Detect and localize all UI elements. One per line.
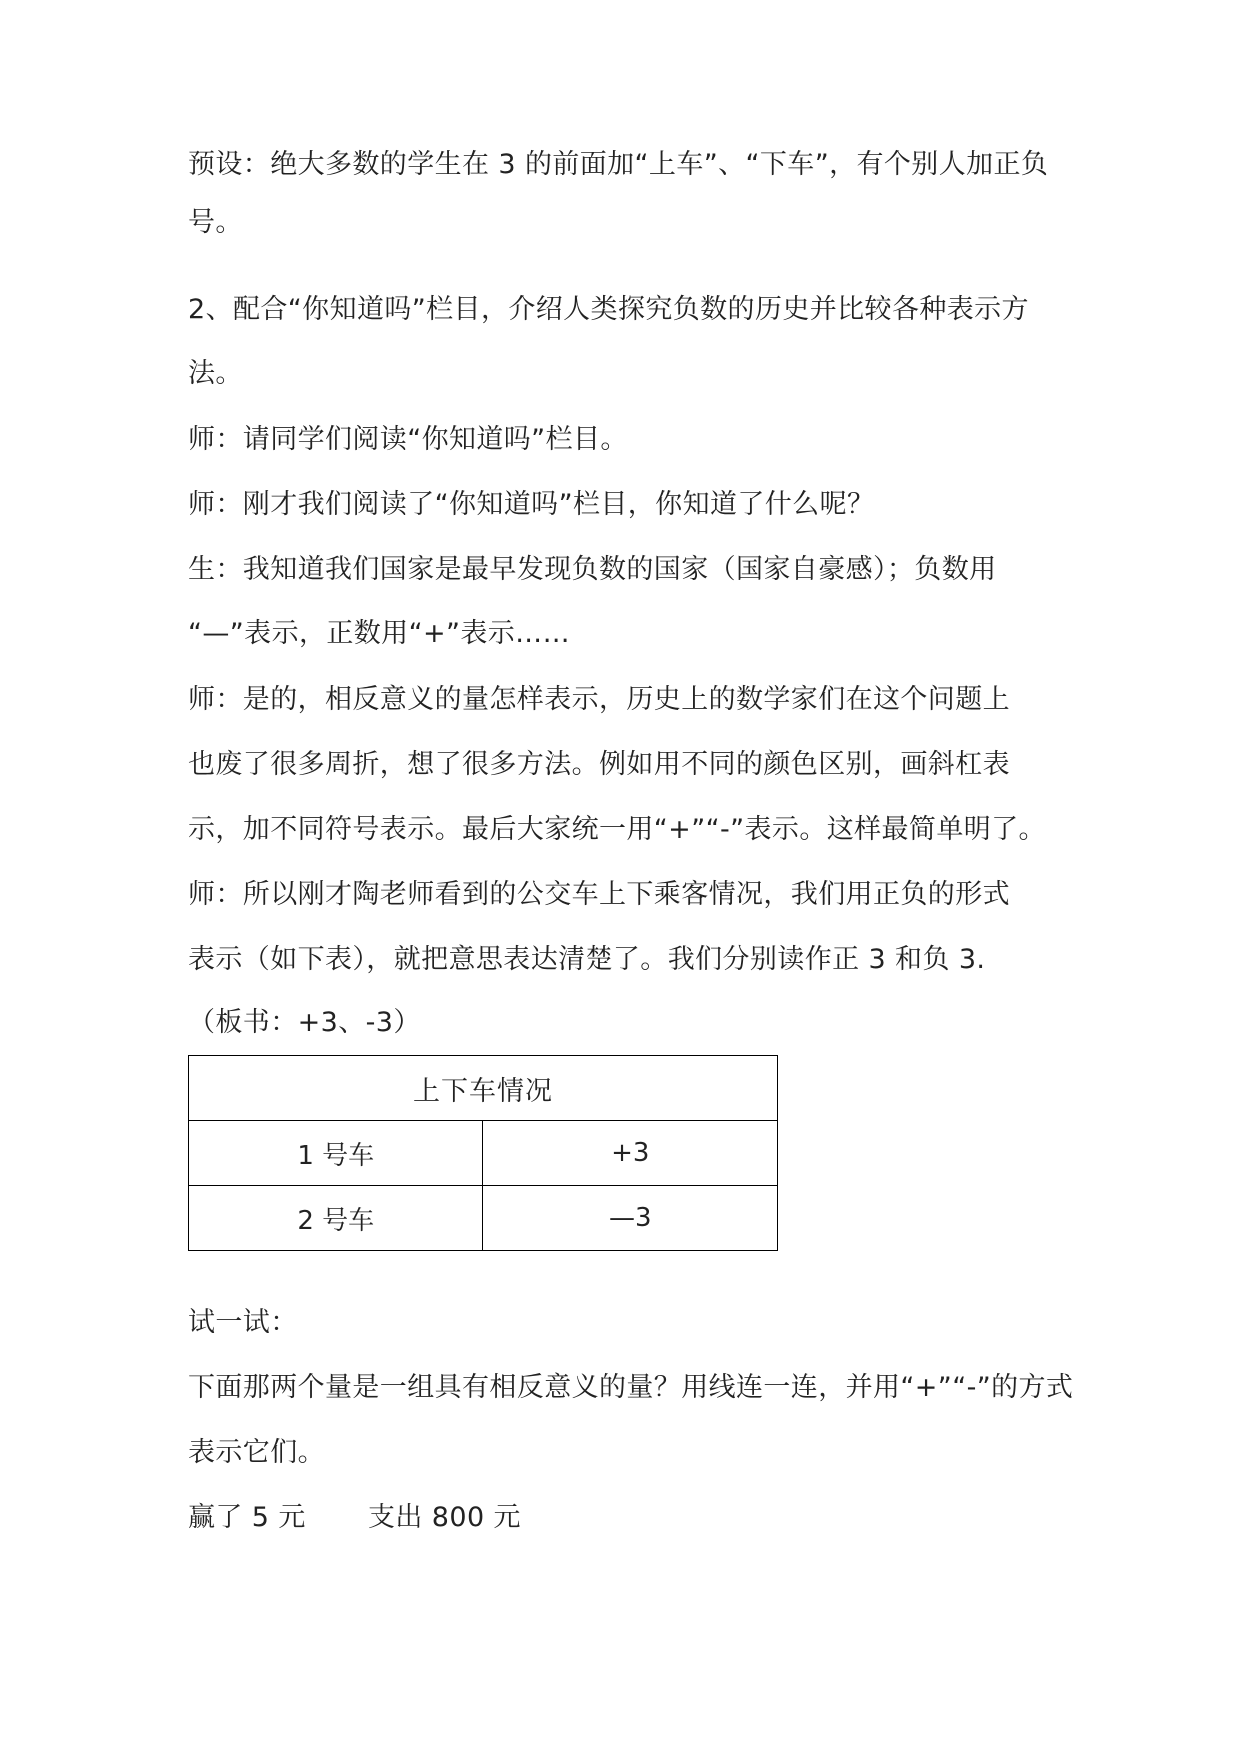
pair-left-item: 赢了 5 元: [188, 1502, 306, 1533]
table-cell-bus: 1 号车: [189, 1121, 483, 1186]
paragraph-try-heading: 试一试：: [188, 1307, 298, 1338]
table-cell-value: —3: [483, 1186, 778, 1251]
paragraph-teacher-history-line-3: 示，加不同符号表示。最后大家统一用“+”“-”表示。这样最简单明了。: [188, 814, 1046, 845]
paragraph-try-instruction-line-2: 表示它们。: [188, 1437, 325, 1468]
paragraph-teacher-history-line-2: 也废了很多周折，想了很多方法。例如用不同的颜色区别，画斜杠表: [188, 749, 1010, 780]
table-header-row: [189, 1056, 778, 1121]
paragraph-step2-line-1: 2、配合“你知道吗”栏目，介绍人类探究负数的历史并比较各种表示方: [188, 294, 1029, 325]
paragraph-teacher-bus-line-2: 表示（如下表），就把意思表达清楚了。我们分别读作正 3 和负 3.: [188, 944, 986, 975]
paragraph-student-line-1: 生：我知道我们国家是最早发现负数的国家（国家自豪感）；负数用: [188, 554, 997, 585]
paragraph-teacher-history-line-1: 师：是的，相反意义的量怎样表示，历史上的数学家们在这个问题上: [188, 684, 1010, 715]
table-row: [189, 1186, 778, 1251]
table-title: 上下车情况: [189, 1056, 778, 1121]
table-row: [189, 1121, 778, 1186]
paragraph-preset-line-1: 预设：绝大多数的学生在 3 的前面加“上车”、“下车”，有个别人加正负: [188, 149, 1049, 180]
table-cell-bus: 2 号车: [189, 1186, 483, 1251]
paragraph-teacher-read: 师：请同学们阅读“你知道吗”栏目。: [188, 424, 628, 455]
paragraph-try-instruction-line-1: 下面那两个量是一组具有相反意义的量？用线连一连，并用“+”“-”的方式: [188, 1372, 1074, 1403]
paragraph-step2-line-2: 法。: [188, 358, 243, 389]
bus-passenger-table: [188, 1055, 778, 1251]
table-cell-value: +3: [483, 1121, 778, 1186]
paragraph-preset-line-2: 号。: [188, 207, 243, 238]
paragraph-student-line-2: “—”表示，正数用“+”表示……: [188, 618, 570, 649]
pair-right-item: 支出 800 元: [368, 1502, 521, 1533]
paragraph-teacher-ask: 师：刚才我们阅读了“你知道吗”栏目，你知道了什么呢？: [188, 489, 875, 520]
paragraph-teacher-bus-line-1: 师：所以刚才陶老师看到的公交车上下乘客情况，我们用正负的形式: [188, 879, 1010, 910]
paragraph-board-note: （板书：+3、-3）: [188, 1007, 421, 1038]
